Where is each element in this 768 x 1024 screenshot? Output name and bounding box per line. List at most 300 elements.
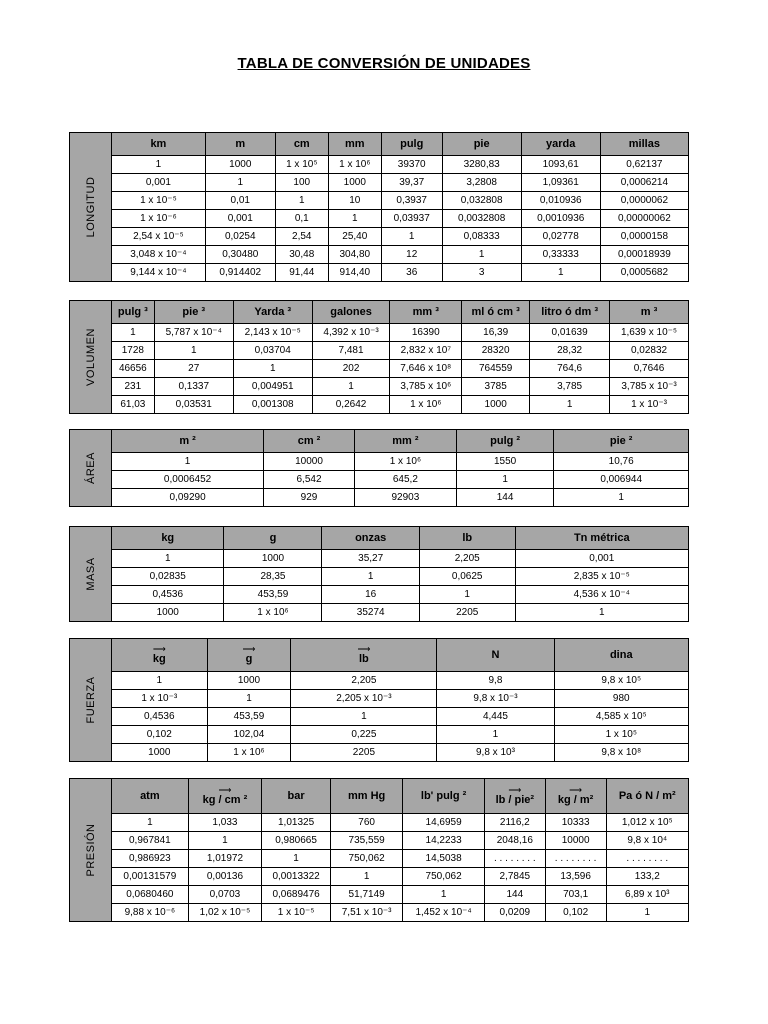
table-cell: 9,144 x 10⁻⁴ xyxy=(112,264,206,282)
column-header xyxy=(390,301,462,324)
table-side-label xyxy=(69,638,111,762)
table-cell: 1,639 x 10⁻⁵ xyxy=(610,324,689,342)
column-header xyxy=(610,301,689,324)
column-header xyxy=(521,133,600,156)
table-cell: 1 xyxy=(188,832,261,850)
column-header-text: cm xyxy=(293,138,310,150)
table-cell: 30,48 xyxy=(275,246,328,264)
vector-arrow-icon: ⟶ xyxy=(569,785,583,795)
column-header-text: lb xyxy=(462,532,473,544)
column-header xyxy=(322,527,419,550)
header-row xyxy=(112,430,689,453)
table-cell: 1,01325 xyxy=(262,814,331,832)
column-header-text: mm Hg xyxy=(347,790,386,802)
table-cell: 2,205 xyxy=(291,672,437,690)
table-cell: 2,835 x 10⁻⁵ xyxy=(515,568,688,586)
table-cell: 1 xyxy=(112,453,264,471)
table-cell: 102,04 xyxy=(207,726,291,744)
table-cell: 35274 xyxy=(322,604,419,622)
table-row xyxy=(112,814,689,832)
table-cell: 2205 xyxy=(291,744,437,762)
side-label-text: LONGITUD xyxy=(84,176,97,238)
table-cell: 100 xyxy=(275,174,328,192)
table-cell: 1 xyxy=(205,174,275,192)
table-cell: 0,102 xyxy=(545,904,606,922)
table-cell: 61,03 xyxy=(112,396,155,414)
table-cell: 144 xyxy=(456,489,553,507)
side-label-text: VOLUMEN xyxy=(84,328,97,386)
table-cell: 1093,61 xyxy=(521,156,600,174)
table-cell: 4,392 x 10⁻³ xyxy=(312,324,390,342)
table-cell: 0,0625 xyxy=(419,568,515,586)
column-header xyxy=(554,430,689,453)
table-cell: 0,03531 xyxy=(154,396,233,414)
table-cell: 1 xyxy=(530,396,610,414)
column-header-text: millas xyxy=(628,138,660,150)
column-header-text: kg / cm ² xyxy=(202,794,248,806)
table-cell: 0,001308 xyxy=(233,396,312,414)
column-header xyxy=(112,133,206,156)
table-row xyxy=(112,471,689,489)
table-cell: 1000 xyxy=(328,174,381,192)
table-cell: 1 xyxy=(112,156,206,174)
table-cell: 1 xyxy=(322,568,419,586)
table-cell: . . . . . . . . xyxy=(484,850,545,868)
table-cell: 1 xyxy=(456,471,553,489)
table-cell: 14,2233 xyxy=(403,832,485,850)
table-cell: 750,062 xyxy=(330,850,402,868)
side-label-text: MASA xyxy=(84,557,97,591)
table-cell: 0,03704 xyxy=(233,342,312,360)
table-cell: 1 x 10⁶ xyxy=(207,744,291,762)
table-cell: 0,032808 xyxy=(442,192,521,210)
column-header xyxy=(354,430,456,453)
table-cell: 202 xyxy=(312,360,390,378)
table-cell: 0,0000062 xyxy=(600,192,688,210)
table-cell: 1 xyxy=(112,324,155,342)
table-row xyxy=(112,342,689,360)
conversion-table xyxy=(111,429,689,507)
table-cell: 10,76 xyxy=(554,453,689,471)
column-header xyxy=(207,639,291,672)
table-cell: 0,001 xyxy=(515,550,688,568)
column-header-text: mm ² xyxy=(392,435,419,447)
table-cell: 1 x 10⁶ xyxy=(354,453,456,471)
table-cell: 0,0005682 xyxy=(600,264,688,282)
column-header xyxy=(112,527,224,550)
column-header-text: kg / m² xyxy=(557,794,594,806)
table-row xyxy=(112,174,689,192)
table-cell: 91,44 xyxy=(275,264,328,282)
conversion-table xyxy=(111,300,689,414)
table-row xyxy=(112,360,689,378)
table-cell: 0,01639 xyxy=(530,324,610,342)
table-cell: 1 xyxy=(442,246,521,264)
table-cell: 0,006944 xyxy=(554,471,689,489)
column-header-text: Tn métrica xyxy=(573,532,630,544)
table-cell: 2,54 x 10⁻⁵ xyxy=(112,228,206,246)
table-cell: 1 x 10⁻⁵ xyxy=(112,192,206,210)
header-row xyxy=(112,527,689,550)
table-cell: 1 xyxy=(437,726,554,744)
table-cell: 144 xyxy=(484,886,545,904)
table-cell: 2048,16 xyxy=(484,832,545,850)
table-cell: 0,0032808 xyxy=(442,210,521,228)
conversion-table xyxy=(111,778,689,922)
table-cell: 1 xyxy=(112,814,189,832)
table-cell: 0,986923 xyxy=(112,850,189,868)
table-cell: 735,559 xyxy=(330,832,402,850)
column-header xyxy=(112,639,208,672)
vector-arrow-icon: ⟶ xyxy=(357,644,371,654)
table-cell: 914,40 xyxy=(328,264,381,282)
table-cell: 28,35 xyxy=(224,568,322,586)
table-cell: 1 xyxy=(112,550,224,568)
table-row xyxy=(112,324,689,342)
table-cell: 2,205 x 10⁻³ xyxy=(291,690,437,708)
vector-arrow-icon: ⟶ xyxy=(508,785,522,795)
column-header xyxy=(554,639,688,672)
column-header-text: bar xyxy=(287,790,305,802)
table-cell: 0,4536 xyxy=(112,586,224,604)
table-cell: 1728 xyxy=(112,342,155,360)
table-cell: 1000 xyxy=(205,156,275,174)
column-header xyxy=(224,527,322,550)
table-row xyxy=(112,192,689,210)
table-row xyxy=(112,586,689,604)
table-cell: 0,0013322 xyxy=(262,868,331,886)
vector-arrow-icon: ⟶ xyxy=(242,644,256,654)
table-cell: 1 xyxy=(312,378,390,396)
table-cell: 0,967841 xyxy=(112,832,189,850)
table-cell: 0,0209 xyxy=(484,904,545,922)
header-row xyxy=(112,133,689,156)
column-header xyxy=(545,779,606,814)
column-header-text: g xyxy=(245,653,253,665)
table-cell: 1 xyxy=(554,489,689,507)
table-cell: 12 xyxy=(381,246,442,264)
column-header xyxy=(233,301,312,324)
column-header-text: kg xyxy=(152,653,166,665)
table-cell: 703,1 xyxy=(545,886,606,904)
table-cell: 750,062 xyxy=(403,868,485,886)
table-cell: 1 xyxy=(521,264,600,282)
table-cell: 0,4536 xyxy=(112,708,208,726)
table-block-3 xyxy=(69,526,689,622)
table-cell: 764,6 xyxy=(530,360,610,378)
column-header xyxy=(291,639,437,672)
table-cell: 25,40 xyxy=(328,228,381,246)
column-header-text: galones xyxy=(330,306,372,318)
table-cell: . . . . . . . . xyxy=(545,850,606,868)
table-cell: 1000 xyxy=(462,396,530,414)
table-cell: 0,00018939 xyxy=(600,246,688,264)
column-header xyxy=(600,133,688,156)
table-cell: 1 x 10⁶ xyxy=(224,604,322,622)
column-header-text: pie ³ xyxy=(182,306,206,318)
column-header-text: onzas xyxy=(355,532,387,544)
table-cell: 13,596 xyxy=(545,868,606,886)
table-side-label xyxy=(69,429,111,507)
table-cell: 1 xyxy=(330,868,402,886)
table-row xyxy=(112,832,689,850)
conversion-table xyxy=(111,526,689,622)
table-cell: 1,02 x 10⁻⁵ xyxy=(188,904,261,922)
table-cell: 0,0689476 xyxy=(262,886,331,904)
table-cell: 7,481 xyxy=(312,342,390,360)
table-cell: 0,102 xyxy=(112,726,208,744)
table-block-4 xyxy=(69,638,689,762)
table-cell: 3,785 x 10⁻³ xyxy=(610,378,689,396)
table-cell: 0,02832 xyxy=(610,342,689,360)
table-cell: 304,80 xyxy=(328,246,381,264)
column-header xyxy=(188,779,261,814)
table-cell: 9,8 x 10⁸ xyxy=(554,744,688,762)
table-cell: 1,033 xyxy=(188,814,261,832)
column-header xyxy=(381,133,442,156)
table-cell: 1 x 10⁻³ xyxy=(610,396,689,414)
table-cell: 0,0254 xyxy=(205,228,275,246)
table-row xyxy=(112,396,689,414)
table-cell: 3,785 x 10⁶ xyxy=(390,378,462,396)
table-cell: 0,01 xyxy=(205,192,275,210)
table-cell: 3280,83 xyxy=(442,156,521,174)
table-cell: 16,39 xyxy=(462,324,530,342)
side-label-text: ÁREA xyxy=(84,452,97,484)
table-cell: 9,8 x 10⁵ xyxy=(554,672,688,690)
column-header xyxy=(462,301,530,324)
table-side-label xyxy=(69,300,111,414)
table-row xyxy=(112,886,689,904)
page-title: TABLA DE CONVERSIÓN DE UNIDADES xyxy=(237,55,531,72)
table-cell: 645,2 xyxy=(354,471,456,489)
table-row xyxy=(112,156,689,174)
table-cell: 0,1337 xyxy=(154,378,233,396)
table-cell: 1000 xyxy=(207,672,291,690)
column-header-text: km xyxy=(150,138,167,150)
table-cell: 2,832 x 10⁷ xyxy=(390,342,462,360)
table-cell: 0,010936 xyxy=(521,192,600,210)
table-cell: 9,8 xyxy=(437,672,554,690)
column-header xyxy=(262,779,331,814)
table-cell: 10333 xyxy=(545,814,606,832)
table-cell: 3,785 xyxy=(530,378,610,396)
table-cell: 0,0680460 xyxy=(112,886,189,904)
table-cell: 1 xyxy=(403,886,485,904)
table-cell: 1 x 10⁶ xyxy=(390,396,462,414)
table-cell: 4,445 xyxy=(437,708,554,726)
table-cell: 0,33333 xyxy=(521,246,600,264)
table-row xyxy=(112,850,689,868)
table-cell: 764559 xyxy=(462,360,530,378)
table-cell: 39,37 xyxy=(381,174,442,192)
table-row xyxy=(112,672,689,690)
table-cell: 0,02835 xyxy=(112,568,224,586)
table-cell: 1,09361 xyxy=(521,174,600,192)
table-cell: 6,542 xyxy=(264,471,355,489)
table-cell: 1 xyxy=(291,708,437,726)
column-header xyxy=(515,527,688,550)
table-block-1 xyxy=(69,300,689,414)
table-row xyxy=(112,489,689,507)
table-cell: 16 xyxy=(322,586,419,604)
table-cell: 0,0006214 xyxy=(600,174,688,192)
table-cell: 39370 xyxy=(381,156,442,174)
table-cell: 1 xyxy=(515,604,688,622)
table-cell: 36 xyxy=(381,264,442,282)
table-cell: 0,3937 xyxy=(381,192,442,210)
table-cell: 46656 xyxy=(112,360,155,378)
table-cell: 0,62137 xyxy=(600,156,688,174)
table-side-label xyxy=(69,132,111,282)
table-side-label xyxy=(69,526,111,622)
column-header xyxy=(205,133,275,156)
table-cell: 16390 xyxy=(390,324,462,342)
column-header-text: lb / pie² xyxy=(495,794,535,806)
column-header-text: ml ó cm ³ xyxy=(471,306,520,318)
column-header-text: mm ³ xyxy=(412,306,439,318)
table-block-2 xyxy=(69,429,689,507)
table-cell: 0,00136 xyxy=(188,868,261,886)
table-row xyxy=(112,568,689,586)
table-cell: 0,02778 xyxy=(521,228,600,246)
table-cell: 1000 xyxy=(224,550,322,568)
table-cell: 1,01972 xyxy=(188,850,261,868)
table-cell: 28320 xyxy=(462,342,530,360)
table-row xyxy=(112,210,689,228)
column-header-text: atm xyxy=(140,790,160,802)
table-row xyxy=(112,228,689,246)
table-cell: 1 x 10⁻⁶ xyxy=(112,210,206,228)
table-cell: 7,646 x 10⁸ xyxy=(390,360,462,378)
table-cell: 10000 xyxy=(264,453,355,471)
column-header xyxy=(264,430,355,453)
column-header-text: lb xyxy=(359,653,369,665)
column-header-text: Yarda ³ xyxy=(254,306,292,318)
table-cell: 1 xyxy=(606,904,688,922)
vector-arrow-icon: ⟶ xyxy=(218,785,232,795)
column-header-text: pulg ³ xyxy=(117,306,148,318)
table-cell: 0,09290 xyxy=(112,489,264,507)
table-cell: 0,225 xyxy=(291,726,437,744)
column-header-text: Pa ó N / m² xyxy=(618,790,676,802)
table-cell: 4,585 x 10⁵ xyxy=(554,708,688,726)
table-cell: 2,205 xyxy=(419,550,515,568)
column-header-text: g xyxy=(269,532,277,544)
table-cell: 3,048 x 10⁻⁴ xyxy=(112,246,206,264)
table-cell: 2,54 xyxy=(275,228,328,246)
table-cell: 1000 xyxy=(112,744,208,762)
table-row xyxy=(112,453,689,471)
table-row xyxy=(112,246,689,264)
table-cell: 0,1 xyxy=(275,210,328,228)
table-cell: 1 xyxy=(381,228,442,246)
table-cell: 9,8 x 10⁻³ xyxy=(437,690,554,708)
table-cell: 28,32 xyxy=(530,342,610,360)
column-header-text: mm xyxy=(345,138,365,150)
table-cell: 0,0703 xyxy=(188,886,261,904)
table-cell: 1550 xyxy=(456,453,553,471)
column-header xyxy=(606,779,688,814)
table-cell: 0,001 xyxy=(205,210,275,228)
table-block-5 xyxy=(69,778,689,922)
table-cell: 453,59 xyxy=(207,708,291,726)
conversion-table xyxy=(111,132,689,282)
table-row xyxy=(112,604,689,622)
table-cell: 6,89 x 10³ xyxy=(606,886,688,904)
column-header-text: kg xyxy=(161,532,175,544)
table-cell: 1 xyxy=(154,342,233,360)
table-cell: 453,59 xyxy=(224,586,322,604)
conversion-table xyxy=(111,638,689,762)
column-header-text: m xyxy=(235,138,246,150)
table-cell: 1 xyxy=(112,672,208,690)
table-cell: 2116,2 xyxy=(484,814,545,832)
table-cell: 1000 xyxy=(112,604,224,622)
column-header xyxy=(403,779,485,814)
table-cell: 10 xyxy=(328,192,381,210)
table-cell: 0,00131579 xyxy=(112,868,189,886)
table-cell: 7,51 x 10⁻³ xyxy=(330,904,402,922)
table-row xyxy=(112,904,689,922)
column-header-text: lb' pulg ² xyxy=(420,790,467,802)
column-header xyxy=(442,133,521,156)
table-cell: 0,914402 xyxy=(205,264,275,282)
table-cell: 0,7646 xyxy=(610,360,689,378)
table-cell: 2,7845 xyxy=(484,868,545,886)
column-header xyxy=(437,639,554,672)
table-cell: 1 xyxy=(207,690,291,708)
table-cell: 9,88 x 10⁻⁶ xyxy=(112,904,189,922)
table-cell: 1,452 x 10⁻⁴ xyxy=(403,904,485,922)
table-cell: 10000 xyxy=(545,832,606,850)
column-header xyxy=(530,301,610,324)
table-cell: 3785 xyxy=(462,378,530,396)
table-cell: 3 xyxy=(442,264,521,282)
header-row xyxy=(112,639,689,672)
table-cell: 92903 xyxy=(354,489,456,507)
header-row xyxy=(112,301,689,324)
table-cell: 1 xyxy=(275,192,328,210)
column-header-text: cm ² xyxy=(297,435,321,447)
table-cell: 0,0006452 xyxy=(112,471,264,489)
column-header xyxy=(312,301,390,324)
table-row xyxy=(112,378,689,396)
table-block-0 xyxy=(69,132,689,282)
table-cell: 2,143 x 10⁻⁵ xyxy=(233,324,312,342)
column-header xyxy=(112,430,264,453)
table-cell: 3,2808 xyxy=(442,174,521,192)
table-cell: 1 x 10⁵ xyxy=(554,726,688,744)
table-cell: 1 x 10⁵ xyxy=(275,156,328,174)
table-row xyxy=(112,868,689,886)
table-cell: 0,03937 xyxy=(381,210,442,228)
table-cell: 2205 xyxy=(419,604,515,622)
column-header-text: m ² xyxy=(179,435,196,447)
column-header xyxy=(154,301,233,324)
table-cell: 1 xyxy=(262,850,331,868)
table-cell: 1 x 10⁻⁵ xyxy=(262,904,331,922)
table-cell: 0,2642 xyxy=(312,396,390,414)
column-header-text: pulg ² xyxy=(490,435,521,447)
table-row xyxy=(112,744,689,762)
table-cell: 929 xyxy=(264,489,355,507)
table-cell: 14,5038 xyxy=(403,850,485,868)
table-cell: 14,6959 xyxy=(403,814,485,832)
header-row xyxy=(112,779,689,814)
table-row xyxy=(112,264,689,282)
column-header-text: yarda xyxy=(546,138,576,150)
